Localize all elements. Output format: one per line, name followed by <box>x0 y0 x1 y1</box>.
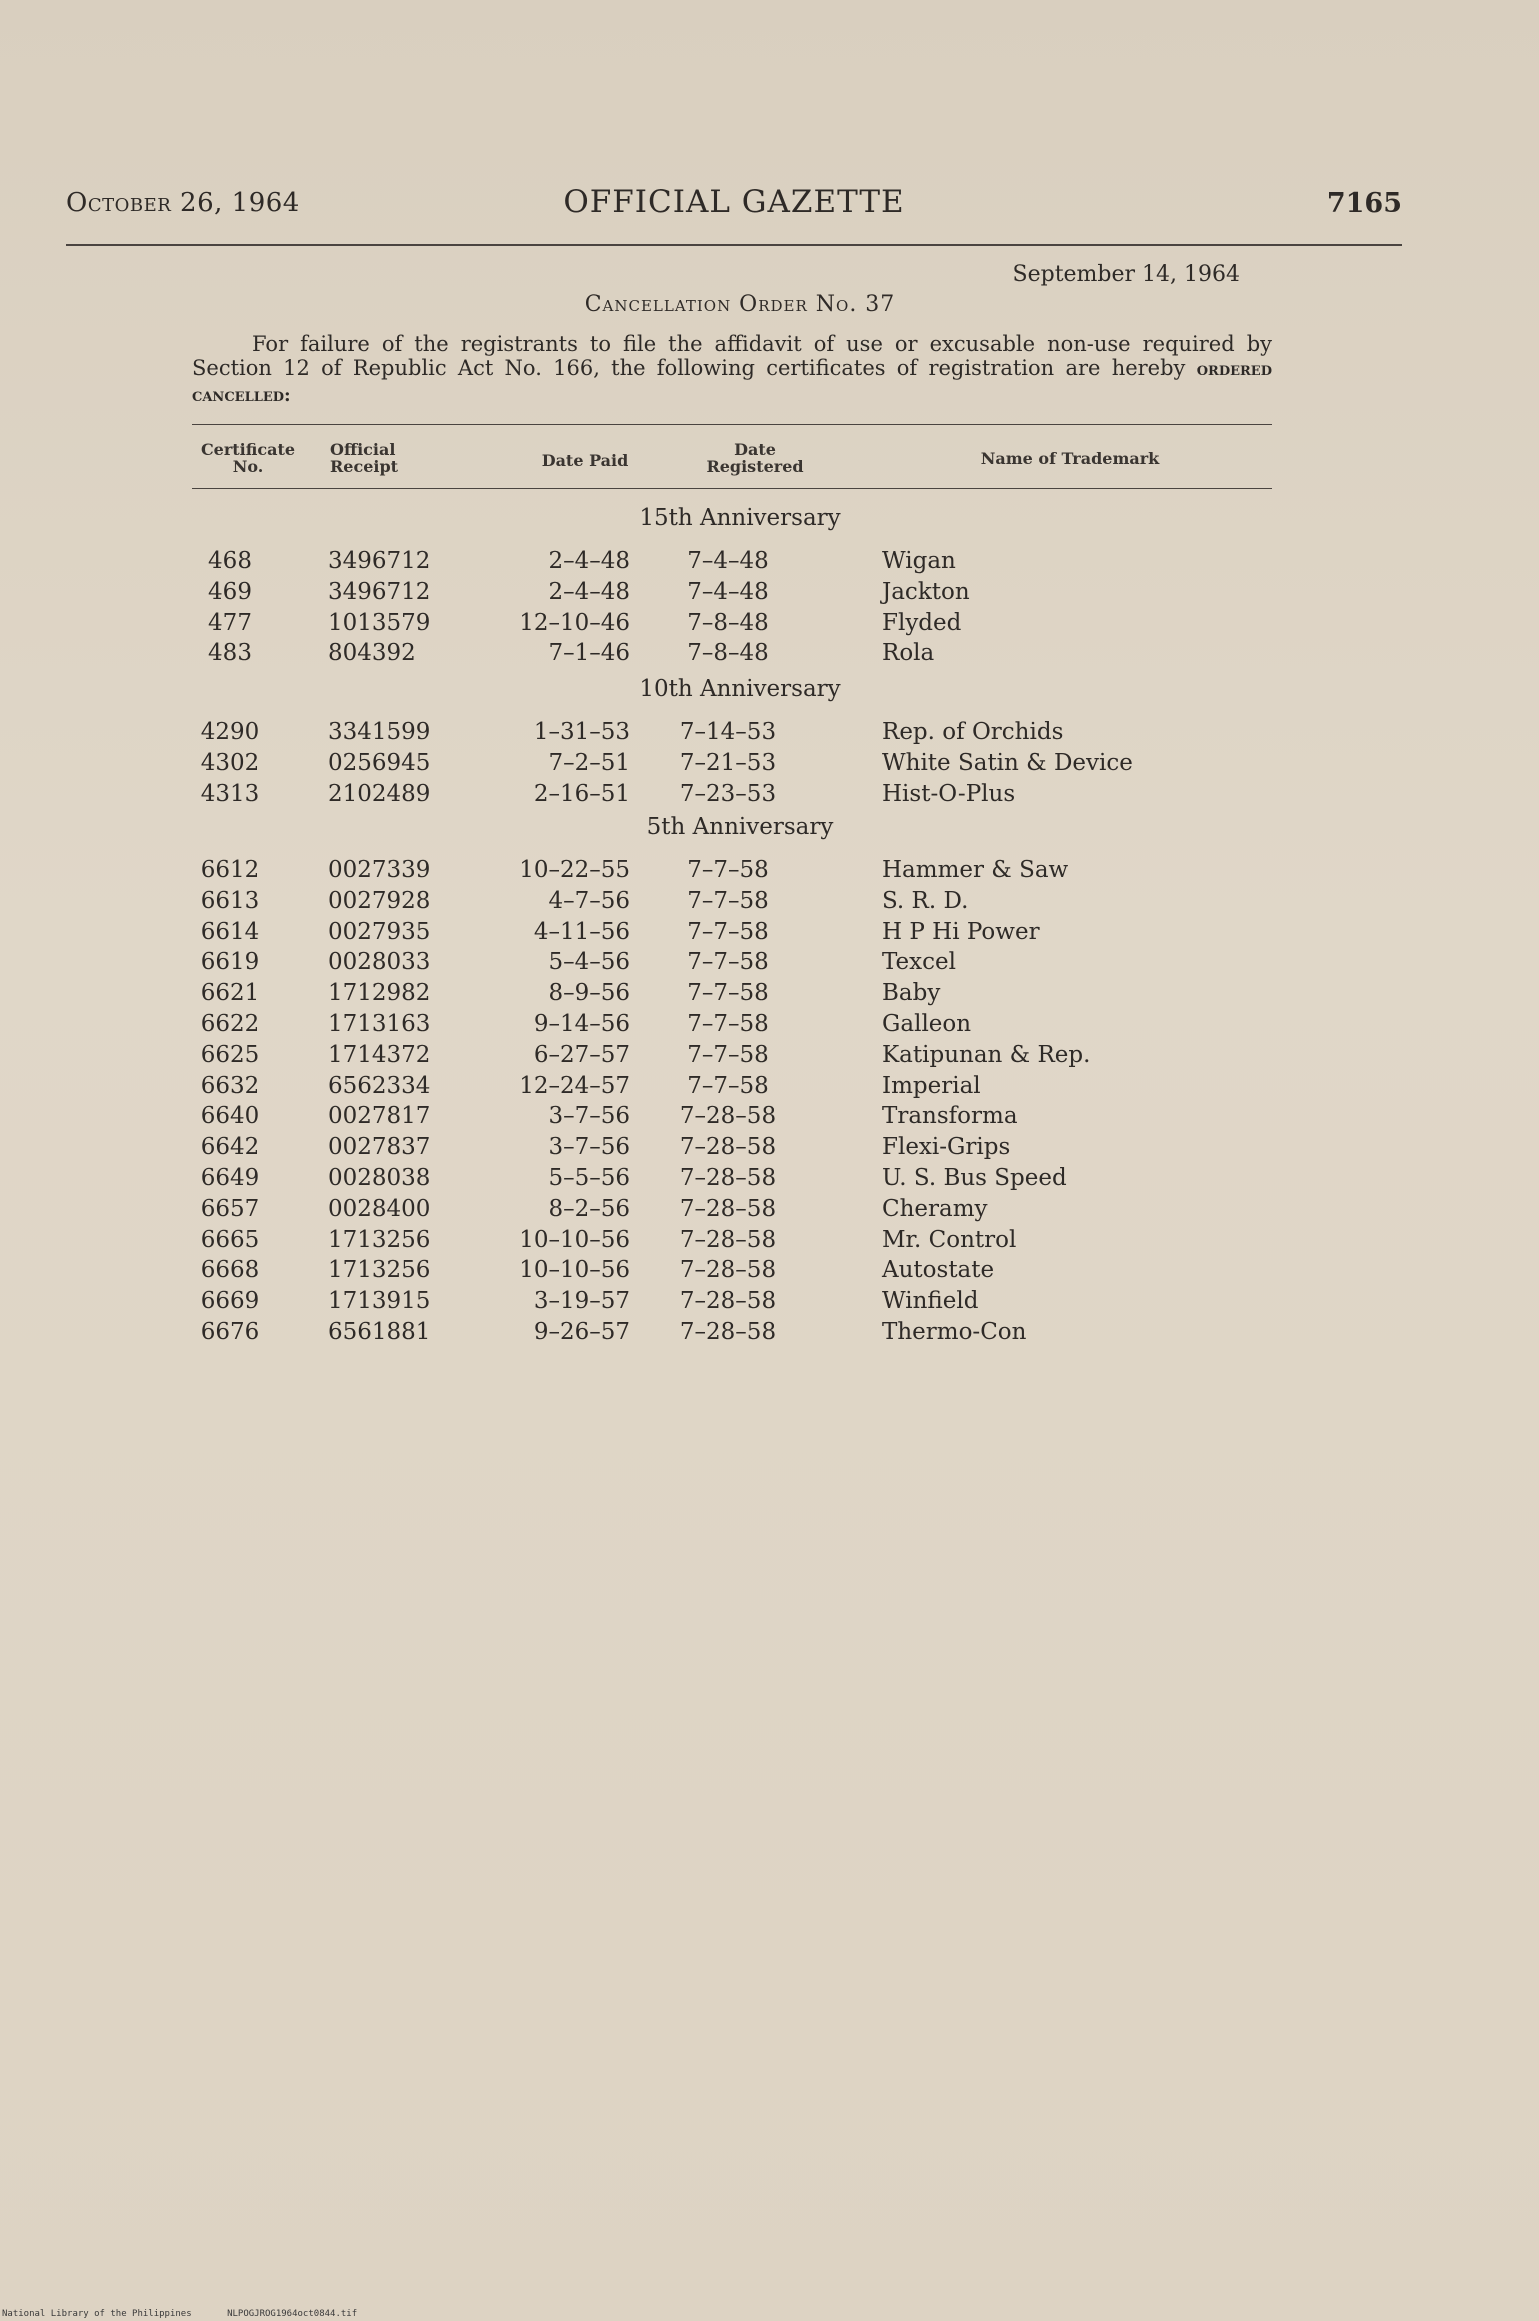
cell-official-receipt: 0027928 <box>328 887 431 914</box>
cell-certificate-no: 6632 <box>200 1072 260 1099</box>
cell-trademark-name: Flyded <box>882 609 962 636</box>
cell-date-registered: 7–8–48 <box>687 609 769 636</box>
cell-certificate-no: 6640 <box>200 1103 260 1130</box>
cell-date-registered: 7–28–58 <box>679 1288 777 1315</box>
section-title: 15th Anniversary <box>639 505 841 531</box>
cell-trademark-name: Galleon <box>882 1011 972 1037</box>
cell-date-paid: 2–16–51 <box>533 780 630 807</box>
cell-date-paid: 3–7–56 <box>548 1103 630 1130</box>
cell-certificate-no: 6612 <box>200 857 260 883</box>
cell-date-registered: 7–7–58 <box>687 918 769 945</box>
table-row <box>0 1288 1539 1318</box>
table-row <box>0 1073 1539 1103</box>
table-row <box>0 949 1539 979</box>
cell-date-registered: 7–14–53 <box>679 719 777 745</box>
table-row <box>0 919 1539 949</box>
col-head-receipt <box>330 441 398 475</box>
cell-certificate-no: 4313 <box>200 780 260 807</box>
cell-official-receipt: 1712982 <box>328 980 431 1007</box>
cell-certificate-no: 6614 <box>200 918 260 945</box>
table-row <box>0 888 1539 918</box>
cell-certificate-no: 6649 <box>200 1165 260 1191</box>
col-head-certificate-l1: Certificate <box>200 440 296 459</box>
cell-date-registered: 7–23–53 <box>679 780 777 807</box>
cell-certificate-no: 4302 <box>200 749 260 776</box>
cell-trademark-name: Flexi-Grips <box>882 1134 1011 1161</box>
col-head-receipt-l1: Official <box>330 440 396 459</box>
cell-official-receipt: 6562334 <box>328 1072 431 1099</box>
cell-official-receipt: 2102489 <box>328 780 431 807</box>
cell-date-registered: 7–7–58 <box>687 887 769 914</box>
cell-date-paid: 1–31–53 <box>533 719 630 745</box>
cell-date-paid: 10–10–56 <box>519 1257 630 1284</box>
table-row <box>0 1011 1539 1041</box>
cell-certificate-no: 6676 <box>200 1319 260 1345</box>
table-row <box>0 1103 1539 1133</box>
col-head-registered-l1: Date <box>734 440 776 459</box>
cell-date-paid: 6–27–57 <box>533 1041 630 1068</box>
cell-date-registered: 7–28–58 <box>679 1195 777 1222</box>
cell-certificate-no: 6619 <box>200 949 260 976</box>
cell-date-registered: 7–7–58 <box>687 1011 769 1037</box>
table-row <box>0 719 1539 749</box>
table-row <box>0 1227 1539 1257</box>
cell-date-registered: 7–8–48 <box>687 640 769 667</box>
cell-date-registered: 7–28–58 <box>679 1165 777 1191</box>
publication-title: OFFICIAL GAZETTE <box>563 184 905 220</box>
cell-date-registered: 7–28–58 <box>679 1103 777 1130</box>
table-row <box>0 579 1539 609</box>
cell-official-receipt: 3496712 <box>328 548 431 574</box>
cell-date-paid: 5–5–56 <box>548 1165 630 1191</box>
cell-official-receipt: 3496712 <box>328 578 431 605</box>
preamble-emphasis: ordered cancelled: <box>192 359 1272 406</box>
col-head-date-paid: Date Paid <box>541 451 629 470</box>
cell-trademark-name: Rep. of Orchids <box>882 719 1064 745</box>
cell-official-receipt: 1714372 <box>328 1041 431 1068</box>
cell-official-receipt: 6561881 <box>328 1319 431 1345</box>
cell-date-paid: 7–2–51 <box>548 749 630 776</box>
col-head-certificate <box>188 441 308 475</box>
table-row <box>0 548 1539 578</box>
footer-library: National Library of the Philippines <box>2 2309 192 2319</box>
cell-trademark-name: Thermo-Con <box>882 1319 1027 1345</box>
cell-trademark-name: Baby <box>882 980 941 1007</box>
cell-trademark-name: Imperial <box>882 1072 981 1099</box>
issue-header-date: October 26, 1964 <box>66 188 300 218</box>
cell-trademark-name: White Satin & Device <box>882 749 1133 776</box>
cell-certificate-no: 6622 <box>200 1011 260 1037</box>
cell-certificate-no: 477 <box>208 609 252 636</box>
cell-certificate-no: 4290 <box>200 719 260 745</box>
cell-trademark-name: Wigan <box>882 548 956 574</box>
preamble <box>192 332 1272 408</box>
cell-official-receipt: 0028400 <box>328 1195 431 1222</box>
scan-footer <box>2 2309 387 2319</box>
cell-official-receipt: 804392 <box>328 640 416 667</box>
cell-date-registered: 7–7–58 <box>687 980 769 1007</box>
table-row <box>0 1165 1539 1195</box>
page-header <box>66 184 1402 232</box>
col-head-registered-l2: Registered <box>706 457 804 476</box>
cell-date-registered: 7–4–48 <box>687 578 769 605</box>
section-title: 5th Anniversary <box>646 814 834 840</box>
cell-date-registered: 7–7–58 <box>687 1041 769 1068</box>
cell-date-paid: 9–14–56 <box>533 1011 630 1037</box>
col-head-receipt-l2: Receipt <box>330 457 399 476</box>
table-row <box>0 1134 1539 1164</box>
cell-trademark-name: Hist-O-Plus <box>882 780 1016 807</box>
cell-official-receipt: 1713915 <box>328 1288 431 1315</box>
table-row <box>0 750 1539 780</box>
cell-date-paid: 10–10–56 <box>519 1226 630 1253</box>
header-rule <box>66 244 1402 246</box>
cell-official-receipt: 0027339 <box>328 857 431 883</box>
cell-certificate-no: 6642 <box>200 1134 260 1161</box>
cell-trademark-name: Winfield <box>882 1288 979 1315</box>
cell-official-receipt: 0027935 <box>328 918 431 945</box>
cell-date-paid: 8–9–56 <box>548 980 630 1007</box>
cell-date-paid: 2–4–48 <box>548 548 630 574</box>
cell-trademark-name: U. S. Bus Speed <box>882 1165 1067 1191</box>
col-head-certificate-l2: No. <box>232 457 264 476</box>
cell-official-receipt: 1713163 <box>328 1011 431 1037</box>
cell-certificate-no: 469 <box>208 578 252 605</box>
cell-date-registered: 7–28–58 <box>679 1319 777 1345</box>
table-row <box>0 1042 1539 1072</box>
cell-trademark-name: S. R. D. <box>882 887 969 914</box>
cell-certificate-no: 6625 <box>200 1041 260 1068</box>
cell-date-paid: 10–22–55 <box>519 857 630 883</box>
table-row <box>0 1257 1539 1287</box>
col-head-date-registered <box>690 441 820 475</box>
cell-official-receipt: 0028033 <box>328 949 431 976</box>
cell-certificate-no: 483 <box>208 640 252 667</box>
cell-official-receipt: 1013579 <box>328 609 431 636</box>
cell-date-registered: 7–7–58 <box>687 857 769 883</box>
cell-date-paid: 3–19–57 <box>533 1288 630 1315</box>
cell-official-receipt: 0028038 <box>328 1165 431 1191</box>
table-row <box>0 980 1539 1010</box>
cell-date-registered: 7–21–53 <box>679 749 777 776</box>
cell-trademark-name: Rola <box>882 640 935 667</box>
cell-date-registered: 7–28–58 <box>679 1226 777 1253</box>
cell-certificate-no: 6668 <box>200 1257 260 1284</box>
cell-date-paid: 2–4–48 <box>548 578 630 605</box>
cell-trademark-name: Cheramy <box>882 1195 988 1222</box>
table-row <box>0 857 1539 887</box>
table-row <box>0 610 1539 640</box>
cell-date-registered: 7–4–48 <box>687 548 769 574</box>
cell-certificate-no: 6613 <box>200 887 260 914</box>
cell-trademark-name: H P Hi Power <box>882 918 1040 945</box>
cell-date-registered: 7–28–58 <box>679 1134 777 1161</box>
table-row <box>0 781 1539 811</box>
section-title: 10th Anniversary <box>639 676 841 702</box>
cell-date-paid: 4–7–56 <box>548 887 630 914</box>
cell-trademark-name: Katipunan & Rep. <box>882 1041 1091 1068</box>
cell-certificate-no: 6657 <box>200 1195 260 1222</box>
cell-date-paid: 8–2–56 <box>548 1195 630 1222</box>
table-top-rule <box>192 424 1272 425</box>
cell-trademark-name: Transforma <box>882 1103 1018 1130</box>
cell-trademark-name: Texcel <box>882 949 956 976</box>
cell-trademark-name: Autostate <box>882 1257 995 1284</box>
table-row <box>0 1196 1539 1226</box>
cell-official-receipt: 0256945 <box>328 749 431 776</box>
cell-certificate-no: 6665 <box>200 1226 260 1253</box>
cell-official-receipt: 0027837 <box>328 1134 431 1161</box>
cell-official-receipt: 1713256 <box>328 1226 431 1253</box>
cell-official-receipt: 3341599 <box>328 719 431 745</box>
cell-certificate-no: 468 <box>208 548 252 574</box>
cell-date-paid: 4–11–56 <box>533 918 630 945</box>
cell-date-paid: 12–24–57 <box>519 1072 630 1099</box>
cell-date-registered: 7–7–58 <box>687 1072 769 1099</box>
cell-date-paid: 5–4–56 <box>548 949 630 976</box>
notice-date: September 14, 1964 <box>1012 262 1240 287</box>
table-row <box>0 1319 1539 1349</box>
cell-official-receipt: 0027817 <box>328 1103 431 1130</box>
table-row <box>0 640 1539 670</box>
col-head-trademark: Name of Trademark <box>980 449 1160 468</box>
table-head-rule <box>192 488 1272 489</box>
cell-certificate-no: 6621 <box>200 980 260 1007</box>
page-number: 7165 <box>1326 188 1402 219</box>
cell-official-receipt: 1713256 <box>328 1257 431 1284</box>
cell-date-paid: 12–10–46 <box>519 609 630 636</box>
cell-date-paid: 9–26–57 <box>533 1319 630 1345</box>
footer-file: NLPOGJROG1964oct0844.tif <box>227 2309 358 2319</box>
cell-certificate-no: 6669 <box>200 1288 260 1315</box>
cell-date-paid: 3–7–56 <box>548 1134 630 1161</box>
cell-trademark-name: Hammer & Saw <box>882 857 1069 883</box>
cell-date-registered: 7–7–58 <box>687 949 769 976</box>
preamble-text: For failure of the registrants to file the affidavit of use or excusable non-use required by Section 12 of Republic Act No. 166, the following certificates of registration are hereby <box>192 332 1272 380</box>
cell-trademark-name: Jackton <box>882 578 970 605</box>
cell-date-registered: 7–28–58 <box>679 1257 777 1284</box>
order-title: Cancellation Order No. 37 <box>584 292 896 317</box>
cell-trademark-name: Mr. Control <box>882 1226 1017 1253</box>
cell-date-paid: 7–1–46 <box>548 640 630 667</box>
